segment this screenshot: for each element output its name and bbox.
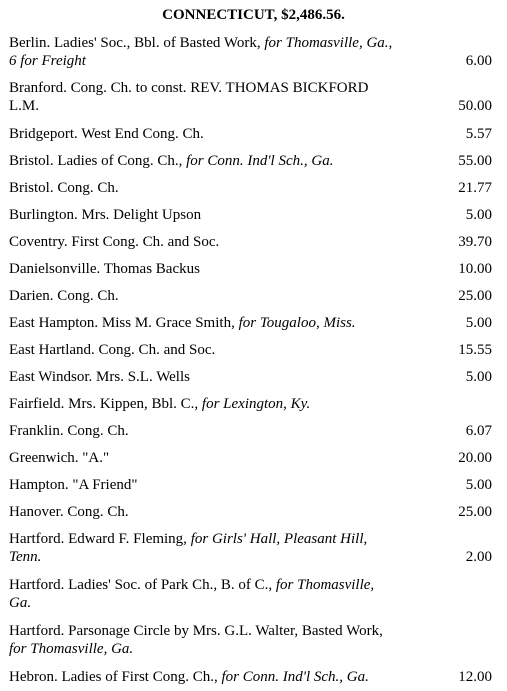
- entry-description: Hanover. Cong. Ch.: [9, 504, 129, 520]
- entry-east-hartland: [9, 341, 499, 359]
- entry-description: Bristol. Ladies of Cong. Ch., for Conn. Ind'l Sch., Ga.: [9, 153, 334, 169]
- entry-amount: 39.70: [458, 234, 492, 250]
- entry-amount: 20.00: [458, 450, 492, 466]
- entry-darien: [9, 287, 499, 305]
- entry-description: Greenwich. "A.": [9, 450, 110, 466]
- entry-amount: 2.00: [465, 549, 492, 565]
- entry-amount: 5.00: [465, 477, 492, 493]
- entry-description: Franklin. Cong. Ch.: [9, 423, 129, 439]
- entry-hartford-fleming: [9, 530, 499, 566]
- entry-hebron: [9, 668, 499, 686]
- entry-hartford-ladies: [9, 576, 499, 612]
- entry-description: Fairfield. Mrs. Kippen, Bbl. C., for Lexington, Ky.: [9, 396, 311, 412]
- entry-berlin: [9, 34, 499, 70]
- entry-description: East Hartland. Cong. Ch. and Soc.: [9, 342, 216, 358]
- entry-description: Burlington. Mrs. Delight Upson: [9, 207, 202, 223]
- entry-coventry: [9, 233, 499, 251]
- entry-amount: 5.00: [465, 369, 492, 385]
- entry-amount: 25.00: [458, 288, 492, 304]
- entry-branford: [9, 79, 499, 115]
- entry-description: Hartford. Ladies' Soc. of Park Ch., B. of C., for Thomasville, Ga.: [9, 577, 375, 611]
- entry-description: Bridgeport. West End Cong. Ch.: [9, 126, 204, 142]
- entry-description: Coventry. First Cong. Ch. and Soc.: [9, 234, 220, 250]
- page-heading: CONNECTICUT, $2,486.56.: [162, 7, 345, 23]
- entry-description: Bristol. Cong. Ch.: [9, 180, 119, 196]
- entry-amount: 50.00: [458, 98, 492, 114]
- entry-amount: 6.07: [465, 423, 492, 439]
- entry-bridgeport: [9, 125, 499, 143]
- entry-amount: 15.55: [458, 342, 492, 358]
- entry-description: Branford. Cong. Ch. to const. REV. THOMAS BICKFORD L.M.: [9, 80, 369, 114]
- entry-east-windsor: [9, 368, 499, 386]
- entry-fairfield: [9, 395, 499, 413]
- entry-bristol-cong: [9, 179, 499, 197]
- entry-franklin: [9, 422, 499, 440]
- entry-amount: 5.00: [465, 207, 492, 223]
- entry-hampton: [9, 476, 499, 494]
- entry-hanover: [9, 503, 499, 521]
- entry-amount: 55.00: [458, 153, 492, 169]
- entry-amount: 12.00: [458, 669, 492, 685]
- entry-east-hampton: [9, 314, 499, 332]
- entry-description: Hampton. "A Friend": [9, 477, 138, 493]
- entry-amount: 10.00: [458, 261, 492, 277]
- entry-description: East Windsor. Mrs. S.L. Wells: [9, 369, 190, 385]
- entry-description: Hebron. Ladies of First Cong. Ch., for Conn. Ind'l Sch., Ga.: [9, 669, 369, 685]
- entry-amount: 5.57: [465, 126, 492, 142]
- entry-amount: 6.00: [465, 53, 492, 69]
- entry-burlington: [9, 206, 499, 224]
- entry-description: Darien. Cong. Ch.: [9, 288, 119, 304]
- entry-description: Berlin. Ladies' Soc., Bbl. of Basted Work, for Thomasville, Ga., 6 for Freight: [9, 35, 393, 69]
- entry-amount: 21.77: [458, 180, 492, 196]
- entry-description: East Hampton. Miss M. Grace Smith, for Tougaloo, Miss.: [9, 315, 356, 331]
- entry-description: Hartford. Edward F. Fleming, for Girls' Hall, Pleasant Hill, Tenn.: [9, 531, 368, 565]
- entry-bristol-ladies: [9, 152, 499, 170]
- entry-amount: 25.00: [458, 504, 492, 520]
- entry-greenwich: [9, 449, 499, 467]
- entry-danielsonville: [9, 260, 499, 278]
- entry-amount: 5.00: [465, 315, 492, 331]
- entry-description: Danielsonville. Thomas Backus: [9, 261, 200, 277]
- entry-description: Hartford. Parsonage Circle by Mrs. G.L. Walter, Basted Work, for Thomasville, Ga.: [9, 623, 383, 657]
- entry-hartford-parsonage: [9, 622, 499, 658]
